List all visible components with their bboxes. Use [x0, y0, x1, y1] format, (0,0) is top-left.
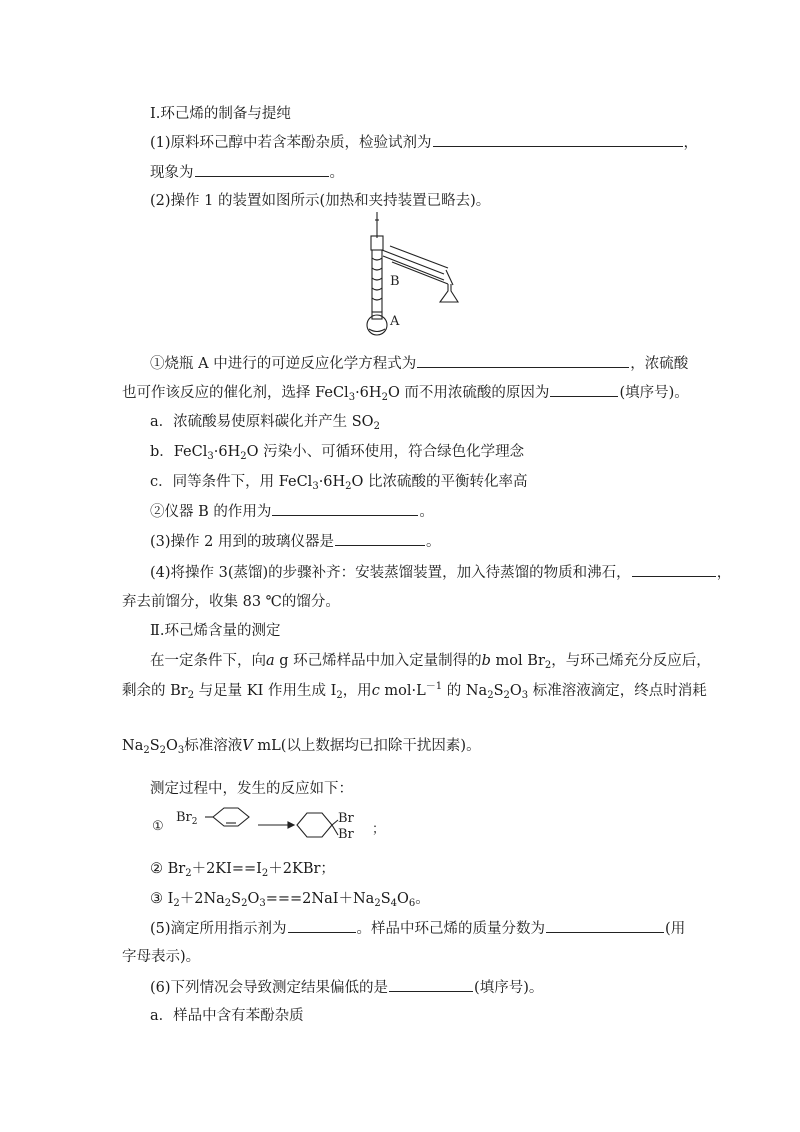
- paragraph-line-2: 剩余的 $Br_2$ 与足量 KI 作用生成 $I_2$，用c $mol\cdot L^{-1}$ 的 $Na_2S_2O_3$ 标准溶液滴定，终点时消耗: [122, 681, 707, 701]
- question-6-option-a: a．样品中含有苯酚杂质: [150, 1008, 304, 1024]
- option-a: a．浓硫酸易使原料碳化并产生 $SO_2$: [150, 414, 380, 432]
- answer-blank[interactable]: [288, 918, 356, 933]
- answer-blank[interactable]: [389, 977, 473, 992]
- reactant-cyclohexene-ring: [205, 808, 338, 837]
- option-b: b．$FeCl_3\cdot 6H_2O$ 污染小、可循环使用，符合绿色化学理念: [150, 444, 525, 462]
- reaction-1-number: ①: [152, 819, 164, 834]
- reaction-3: ③ $I_2+2Na_2S_2O_3===2NaI+Na_2S_4O_6$。: [150, 891, 430, 909]
- reactions-intro: 测定过程中，发生的反应如下：: [150, 781, 353, 797]
- reaction-1-end: ；: [372, 822, 386, 837]
- reactant-br2-label: $Br_2$: [176, 810, 198, 827]
- question-4-line2: 弃去前馏分，收集 83 ℃的馏分。: [122, 594, 340, 610]
- answer-blank[interactable]: [546, 918, 664, 933]
- subquestion-1-line2: 也可作该反应的催化剂，选择 $FeCl_3\cdot 6H_2O$ 而不用浓硫酸的原因为 (填序号)。: [122, 382, 689, 403]
- option-c: c．同等条件下，用 $FeCl_3\cdot 6H_2O$ 比浓硫酸的平衡转化率高: [150, 474, 528, 492]
- question-4: (4)将操作 3(蒸馏)的步骤补齐：安装蒸馏装置，加入待蒸馏的物质和沸石， ，: [150, 562, 731, 583]
- reaction-2: ② $Br_2+2KI==I_2+2KBr$；: [150, 861, 335, 879]
- question-2: (2)操作 1 的装置如图所示(加热和夹持装置已略去)。: [150, 193, 491, 209]
- question-1-line2: 现象为 。: [150, 162, 344, 183]
- label-a: A: [390, 314, 400, 329]
- subquestion-2: ②仪器 B 的作用为 。: [150, 501, 434, 522]
- question-5-line2: 字母表示)。: [122, 949, 201, 965]
- question-3: (3)操作 2 用到的玻璃仪器是 。: [150, 531, 440, 552]
- subquestion-1: ①烧瓶 A 中进行的可逆反应化学方程式为 ，浓硫酸: [150, 353, 688, 374]
- question-5: (5)滴定所用指示剂为 。样品中环己烯的质量分数为 (用: [150, 918, 685, 939]
- section-heading-2: Ⅱ.环己烯含量的测定: [150, 623, 281, 639]
- product-br-top: Br: [338, 811, 354, 826]
- label-b: B: [390, 274, 400, 289]
- question-6: (6)下列情况会导致测定结果偏低的是 (填序号)。: [150, 977, 543, 998]
- paragraph-line-3: $Na_2S_2O_3$标准溶液V mL(以上数据均已扣除干扰因素)。: [122, 738, 481, 756]
- section-heading-1: Ⅰ.环己烯的制备与提纯: [150, 106, 291, 122]
- paragraph-line-1: 在一定条件下，向a g 环己烯样品中加入定量制得的b mol $Br_2$，与环己烯充分反应后，: [150, 653, 711, 671]
- question-1: (1)原料环己醇中若含苯酚杂质，检验试剂为 ，: [150, 132, 698, 153]
- product-br-bottom: Br: [338, 827, 354, 842]
